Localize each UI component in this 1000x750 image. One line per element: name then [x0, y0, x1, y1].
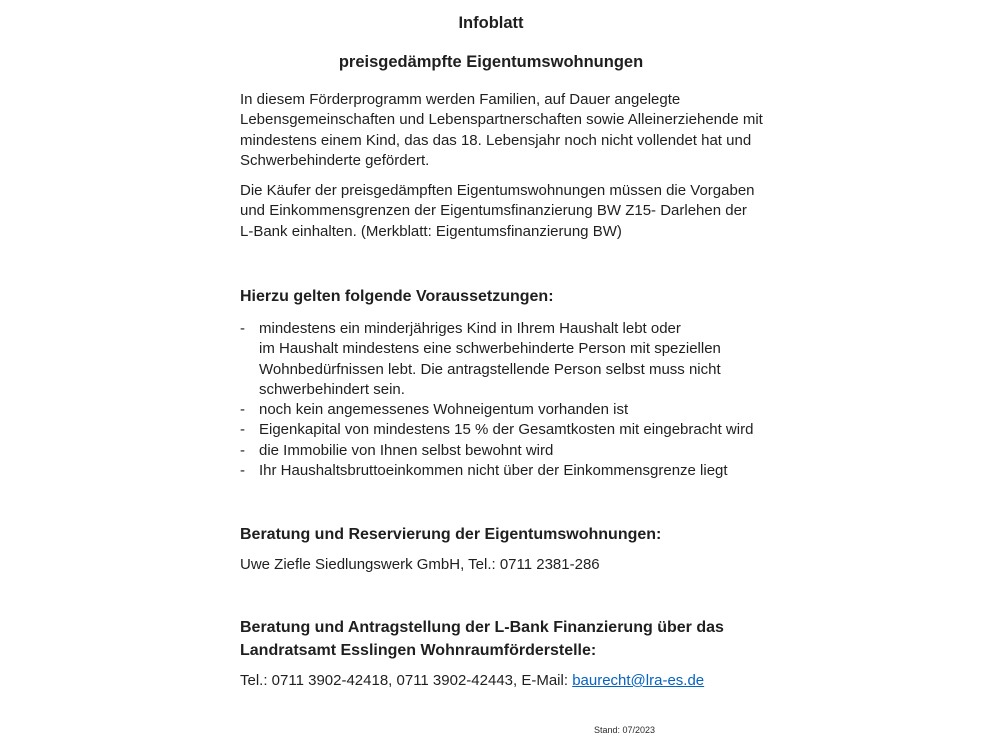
reservation-heading: Beratung und Reservierung der Eigentumswohnungen:: [240, 526, 662, 543]
application-contact-text: Tel.: 0711 3902-42418, 0711 3902-42443, E-Mail:: [240, 672, 573, 689]
bullet-item: [240, 420, 760, 440]
requirements-heading: Hierzu gelten folgende Voraussetzungen:: [240, 288, 554, 305]
page-subtitle: preisgedämpfte Eigentumswohnungen: [338, 53, 644, 71]
bullet-item: [240, 400, 760, 420]
bullet-item: [240, 461, 760, 481]
requirements-bullet-list: [240, 319, 760, 481]
bullet-item: [240, 319, 760, 400]
application-heading: Beratung und Antragstellung der L-Bank Finanzierung über das Landratsamt Esslingen Wohnraumförderstelle:: [240, 619, 724, 659]
footer-stand: Stand: 07/2023: [594, 725, 656, 735]
application-contact: [240, 671, 760, 691]
email-link[interactable]: baurecht@lra-es.de: [572, 672, 705, 689]
bullet-dash: -: [240, 421, 245, 439]
bullet-dash: -: [240, 462, 245, 480]
bullet-text: Ihr Haushaltsbruttoeinkommen nicht über der Einkommensgrenze liegt: [259, 462, 728, 480]
bullet-text: die Immobilie von Ihnen selbst bewohnt wird: [259, 441, 554, 459]
intro-paragraph: In diesem Förderprogramm werden Familien, auf Dauer angelegte Lebensgemeinschaften und Lebenspartnerschaften sowie Alleinerziehende mit mindestens einem Kind, das das 18. Lebensjahr noch nicht vollendet hat und Schwerbehinderte gefördert.: [240, 91, 763, 170]
buyers-paragraph: Die Käufer der preisgedämpften Eigentumswohnungen müssen die Vorgaben und Einkommensgrenzen der Eigentumsfinanzierung BW Z15- Darlehen der L-Bank einhalten. (Merkblatt: Eigentumsfinanzierung BW): [240, 182, 755, 240]
bullet-dash: -: [240, 401, 245, 419]
bullet-text: Eigenkapital von mindestens 15 % der Gesamtkosten mit eingebracht wird: [259, 421, 754, 439]
page-title: Infoblatt: [458, 14, 524, 32]
bullet-dash: -: [240, 320, 245, 337]
bullet-text: noch kein angemessenes Wohneigentum vorhanden ist: [259, 401, 629, 419]
bullet-item: [240, 441, 760, 461]
bullet-dash: -: [240, 441, 245, 459]
bullet-text: mindestens ein minderjähriges Kind in Ihrem Haushalt lebt oder im Haushalt mindestens eine schwerbehinderte Person mit speziellen Wohnbedürfnissen lebt. Die antragstellende Person selbst muss nicht schwerbehindert sein.: [259, 320, 721, 398]
reservation-contact: Uwe Ziefle Siedlungswerk GmbH, Tel.: 0711 2381-286: [240, 556, 600, 573]
